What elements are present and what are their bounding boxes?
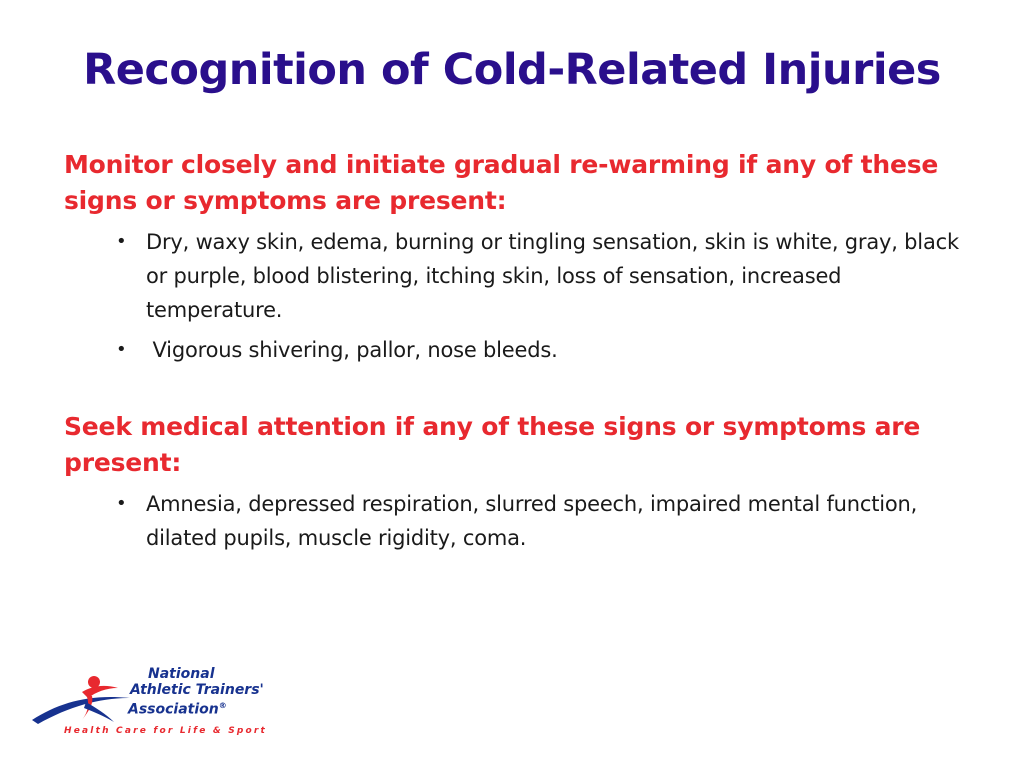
logo-association-text: Association: [128, 701, 219, 718]
bullet-item: [116, 487, 964, 555]
bullet-text: Dry, waxy skin, edema, burning or tingling sensation, skin is white, gray, black or purple, blood blistering, itching skin, loss of sensation, increased temperature.: [146, 230, 959, 322]
registered-mark: ®: [218, 701, 227, 710]
bullet-icon: •: [116, 493, 127, 514]
logo-line-national: National: [148, 666, 215, 682]
slide-content: [64, 147, 964, 561]
logo-tagline: Health Care for Life & Sport: [64, 726, 268, 736]
logo-line-association: [128, 698, 308, 718]
section-spacer: [64, 373, 964, 409]
bullet-icon: •: [116, 231, 127, 252]
section-heading-seek-medical: Seek medical attention if any of these signs or symptoms are present:: [64, 412, 921, 477]
slide-title: Recognition of Cold-Related Injuries: [83, 45, 941, 95]
bullet-item: [116, 225, 964, 327]
bullet-text: Amnesia, depressed respiration, slurred speech, impaired mental function, dilated pupils, muscle rigidity, coma.: [146, 492, 918, 550]
bullet-list-seek-medical: [64, 487, 964, 555]
bullet-icon: •: [116, 339, 127, 360]
bullet-item: [116, 333, 964, 367]
nata-logo: [30, 666, 300, 746]
logo-line-athletic-trainers: Athletic Trainers': [130, 682, 264, 698]
section-heading-monitor: Monitor closely and initiate gradual re-warming if any of these signs or symptoms are present:: [64, 150, 939, 215]
logo-wordmark: [128, 666, 308, 718]
bullet-list-monitor: [64, 225, 964, 367]
athlete-swoosh-icon: [30, 672, 140, 728]
bullet-text: Vigorous shivering, pallor, nose bleeds.: [146, 338, 558, 362]
